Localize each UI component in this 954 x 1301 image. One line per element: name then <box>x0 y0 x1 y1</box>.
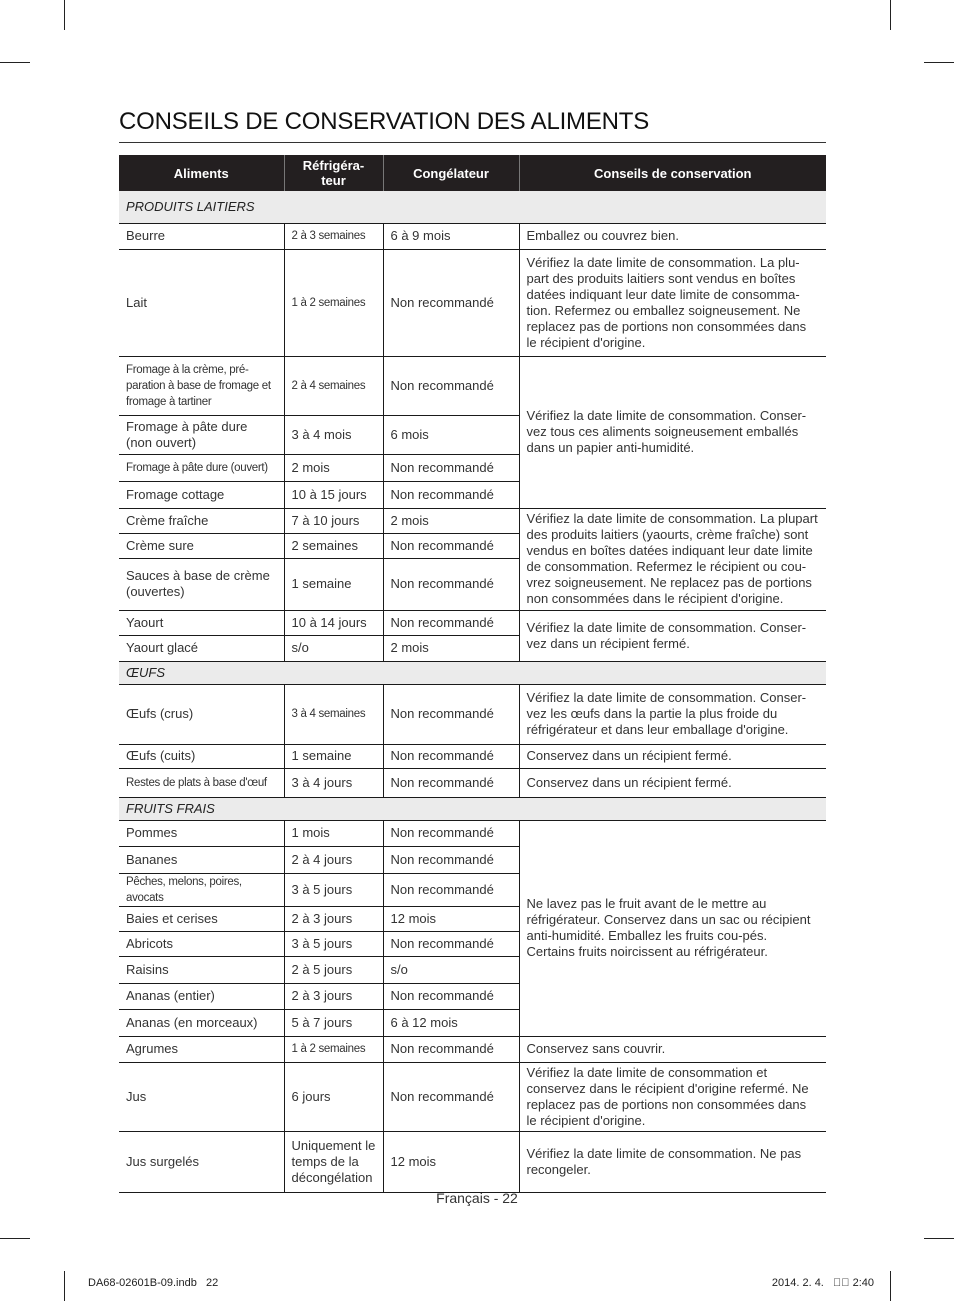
imprint-date: 2014. 2. 4. ￿￿ 2:40 <box>771 1277 874 1289</box>
storage-table <box>119 155 826 1193</box>
cell-congelateur: Non recommandé <box>383 873 519 906</box>
page-footer: Français - 22 <box>436 1190 518 1206</box>
cell-refrigerateur: s/o <box>284 635 383 661</box>
table-row <box>119 820 826 846</box>
section-row <box>119 191 826 223</box>
cell-aliment: Ananas (entier) <box>119 983 284 1009</box>
cell-conseils: Emballez ou couvrez bien. <box>519 223 826 249</box>
table-row <box>119 610 826 635</box>
cell-aliment: Yaourt <box>119 610 284 635</box>
cell-congelateur: Non recommandé <box>383 356 519 415</box>
cell-conseils: Vérifiez la date limite de consommation. Conser-vez les œufs dans la partie la plus froide du réfrigérateur et dans leur emballage d'origine. <box>519 684 826 744</box>
cell-congelateur: Non recommandé <box>383 744 519 768</box>
cell-conseils: Vérifiez la date limite de consommation. Conser-vez dans un récipient fermé. <box>519 610 826 661</box>
cell-refrigerateur: 10 à 15 jours <box>284 481 383 508</box>
table-row <box>119 223 826 249</box>
cell-refrigerateur: 2 semaines <box>284 533 383 558</box>
section-row <box>119 797 826 820</box>
cell-refrigerateur: 10 à 14 jours <box>284 610 383 635</box>
cell-refrigerateur: 7 à 10 jours <box>284 508 383 533</box>
cell-refrigerateur: 5 à 7 jours <box>284 1009 383 1036</box>
cell-refrigerateur: 1 à 2 semaines <box>284 1036 383 1062</box>
crop-mark <box>64 0 65 30</box>
cell-aliment: Raisins <box>119 956 284 983</box>
cell-refrigerateur: 2 à 3 jours <box>284 906 383 931</box>
cell-conseils: Vérifiez la date limite de consommation. Conser-vez tous ces aliments soigneusement emballés dans un papier anti-humidité. <box>519 356 826 508</box>
cell-aliment: Ananas (en morceaux) <box>119 1009 284 1036</box>
cell-aliment: Restes de plats à base d'œuf <box>119 768 284 797</box>
cell-refrigerateur: 2 à 5 jours <box>284 956 383 983</box>
header-conseils: Conseils de conservation <box>519 155 826 191</box>
title-rule <box>119 142 826 143</box>
table-body <box>119 191 826 1192</box>
cell-refrigerateur: 1 à 2 semaines <box>284 249 383 356</box>
page-title: CONSEILS DE CONSERVATION DES ALIMENTS <box>119 108 650 135</box>
table-row <box>119 768 826 797</box>
section-row <box>119 661 826 684</box>
crop-mark <box>924 62 954 63</box>
cell-refrigerateur: 3 à 4 mois <box>284 415 383 454</box>
table-row <box>119 744 826 768</box>
cell-aliment: Fromage cottage <box>119 481 284 508</box>
cell-aliment: Sauces à base de crème (ouvertes) <box>119 558 284 610</box>
cell-congelateur: Non recommandé <box>383 249 519 356</box>
cell-congelateur: Non recommandé <box>383 820 519 846</box>
header-aliments: Aliments <box>119 155 284 191</box>
cell-refrigerateur: 1 mois <box>284 820 383 846</box>
cell-aliment: Bananes <box>119 846 284 873</box>
cell-aliment: Pommes <box>119 820 284 846</box>
crop-mark <box>0 1238 30 1239</box>
cell-conseils: Conservez sans couvrir. <box>519 1036 826 1062</box>
cell-aliment: Agrumes <box>119 1036 284 1062</box>
cell-conseils: Vérifiez la date limite de consommation. La plupart des produits laitiers (yaourts, crème fraîche) sont vendus en boîtes datées indiquant leur date limite de consommation. Refermez le récipient ou cou-vrez soigneusement. Ne replacez pas de portions non consommées dans le récipient d'origine. <box>519 508 826 610</box>
cell-refrigerateur: 3 à 4 jours <box>284 768 383 797</box>
cell-congelateur: Non recommandé <box>383 533 519 558</box>
cell-congelateur: 6 mois <box>383 415 519 454</box>
cell-congelateur: Non recommandé <box>383 1036 519 1062</box>
cell-congelateur: 6 à 12 mois <box>383 1009 519 1036</box>
crop-mark <box>0 62 30 63</box>
cell-aliment: Yaourt glacé <box>119 635 284 661</box>
cell-congelateur: Non recommandé <box>383 558 519 610</box>
cell-congelateur: Non recommandé <box>383 481 519 508</box>
cell-congelateur: Non recommandé <box>383 768 519 797</box>
header-congelateur: Congélateur <box>383 155 519 191</box>
table-row <box>119 249 826 356</box>
table-header <box>119 155 826 191</box>
cell-congelateur: Non recommandé <box>383 983 519 1009</box>
cell-congelateur: Non recommandé <box>383 454 519 481</box>
cell-congelateur: 2 mois <box>383 508 519 533</box>
cell-conseils: Conservez dans un récipient fermé. <box>519 768 826 797</box>
cell-aliment: Jus <box>119 1062 284 1131</box>
cell-conseils: Ne lavez pas le fruit avant de le mettre au réfrigérateur. Conservez dans un sac ou récipient anti-humidité. Emballez les fruits cou-pés. Certains fruits noircissent au réfrigérateur. <box>519 820 826 1036</box>
cell-aliment: Œufs (crus) <box>119 684 284 744</box>
table-row <box>119 1062 826 1131</box>
cell-aliment: Fromage à pâte dure (ouvert) <box>119 454 284 481</box>
cell-refrigerateur: 3 à 5 jours <box>284 931 383 956</box>
cell-aliment: Beurre <box>119 223 284 249</box>
imprint-file: DA68-02601B-09.indb 22 <box>88 1277 219 1289</box>
table-row <box>119 1036 826 1062</box>
cell-refrigerateur: 2 à 3 semaines <box>284 223 383 249</box>
cell-congelateur: Non recommandé <box>383 846 519 873</box>
crop-mark <box>64 1271 65 1301</box>
crop-mark <box>890 0 891 30</box>
cell-aliment: Abricots <box>119 931 284 956</box>
cell-refrigerateur: 2 mois <box>284 454 383 481</box>
cell-congelateur: Non recommandé <box>383 684 519 744</box>
cell-refrigerateur: 6 jours <box>284 1062 383 1131</box>
cell-congelateur: 6 à 9 mois <box>383 223 519 249</box>
crop-mark <box>890 1271 891 1301</box>
table-row <box>119 356 826 415</box>
table-row <box>119 684 826 744</box>
cell-refrigerateur: 2 à 4 jours <box>284 846 383 873</box>
cell-aliment: Baies et cerises <box>119 906 284 931</box>
crop-mark <box>924 1238 954 1239</box>
cell-conseils: Conservez dans un récipient fermé. <box>519 744 826 768</box>
cell-congelateur: 2 mois <box>383 635 519 661</box>
cell-congelateur: 12 mois <box>383 906 519 931</box>
cell-refrigerateur: 2 à 3 jours <box>284 983 383 1009</box>
cell-conseils: Vérifiez la date limite de consommation et conservez dans le récipient d'origine refermé. Ne replacez pas de portions non consommées dans le récipient d'origine. <box>519 1062 826 1131</box>
cell-congelateur: Non recommandé <box>383 610 519 635</box>
cell-aliment: Crème sure <box>119 533 284 558</box>
section-label: FRUITS FRAIS <box>119 797 826 820</box>
cell-refrigerateur: Uniquement le temps de la décongélation <box>284 1131 383 1192</box>
cell-aliment: Lait <box>119 249 284 356</box>
cell-refrigerateur: 3 à 4 semaines <box>284 684 383 744</box>
cell-aliment: Œufs (cuits) <box>119 744 284 768</box>
cell-aliment: Fromage à la crème, pré-paration à base de fromage et fromage à tartiner <box>119 356 284 415</box>
cell-aliment: Crème fraîche <box>119 508 284 533</box>
table-row <box>119 1131 826 1192</box>
cell-congelateur: Non recommandé <box>383 931 519 956</box>
cell-conseils: Vérifiez la date limite de consommation. Ne pas recongeler. <box>519 1131 826 1192</box>
cell-refrigerateur: 1 semaine <box>284 558 383 610</box>
table-row <box>119 508 826 533</box>
section-label: ŒUFS <box>119 661 826 684</box>
cell-aliment: Pêches, melons, poires, avocats <box>119 873 284 906</box>
cell-congelateur: 12 mois <box>383 1131 519 1192</box>
cell-aliment: Fromage à pâte dure (non ouvert) <box>119 415 284 454</box>
cell-refrigerateur: 1 semaine <box>284 744 383 768</box>
cell-refrigerateur: 2 à 4 semaines <box>284 356 383 415</box>
cell-congelateur: s/o <box>383 956 519 983</box>
cell-refrigerateur: 3 à 5 jours <box>284 873 383 906</box>
cell-conseils: Vérifiez la date limite de consommation. La plu-part des produits laitiers sont vendus en boîtes datées indiquant leur date limite de consomma-tion. Refermez ou emballez soigneusement. Ne replacez pas de portions non consommées dans le récipient d'origine. <box>519 249 826 356</box>
header-refrigerateur: Réfrigéra- teur <box>284 155 383 191</box>
section-label: PRODUITS LAITIERS <box>119 191 826 223</box>
cell-aliment: Jus surgelés <box>119 1131 284 1192</box>
cell-congelateur: Non recommandé <box>383 1062 519 1131</box>
